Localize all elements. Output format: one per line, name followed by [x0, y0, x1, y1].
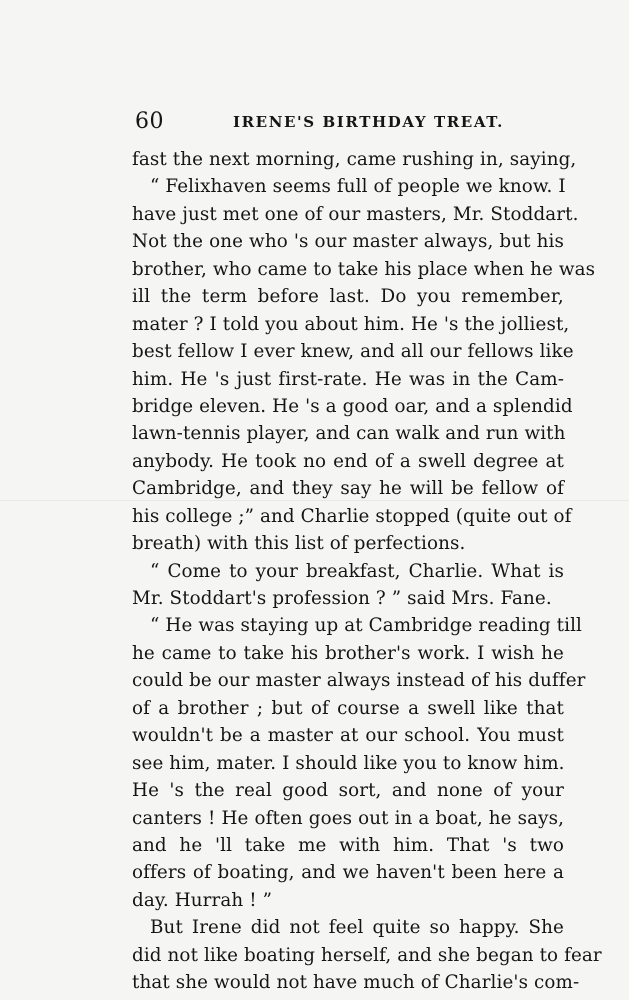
text-line: see him, mater. I should like you to know him.: [132, 752, 565, 774]
text-line: Not the one who 's our master always, but his: [132, 231, 564, 253]
text-line: could be our master always instead of his duffer: [132, 670, 586, 692]
text-line: wouldn't be a master at our school. You must: [132, 725, 564, 747]
text-line: of a brother ; but of course a swell like that: [132, 697, 564, 719]
text-line: day. Hurrah ! ”: [132, 889, 273, 911]
text-line: his college ;” and Charlie stopped (quite out of: [132, 505, 572, 527]
text-line: mater ? I told you about him. He 's the jolliest,: [132, 313, 570, 335]
running-head: [135, 108, 565, 140]
running-title: IRENE'S BIRTHDAY TREAT.: [233, 113, 504, 131]
text-line: “ Come to your breakfast, Charlie. What is: [150, 560, 564, 582]
text-line: that she would not have much of Charlie's com-: [132, 972, 580, 994]
page-number: 60: [135, 109, 164, 134]
text-line: brother, who came to take his place when he was: [132, 258, 596, 280]
text-line: bridge eleven. He 's a good oar, and a splendid: [132, 395, 573, 417]
text-line: “ He was staying up at Cambridge reading till: [150, 615, 583, 637]
text-line: anybody. He took no end of a swell degree at: [132, 450, 564, 472]
text-line: and he 'll take me with him. That 's two: [132, 834, 564, 856]
text-line: fast the next morning, came rushing in, saying,: [132, 149, 577, 170]
text-line: lawn-tennis player, and can walk and run with: [132, 423, 566, 445]
text-line: “ Felixhaven seems full of people we know. I: [150, 176, 566, 198]
text-line: He 's the real good sort, and none of your: [132, 780, 564, 802]
text-line: breath) with this list of perfections.: [132, 533, 466, 555]
text-line: have just met one of our masters, Mr. Stoddart.: [132, 203, 579, 225]
text-line: canters ! He often goes out in a boat, he says,: [132, 807, 564, 829]
body-text: [132, 146, 602, 997]
text-line: ill the term before last. Do you remember,: [132, 286, 564, 308]
text-line: best fellow I ever knew, and all our fellows like: [132, 341, 574, 363]
text-line: Cambridge, and they say he will be fellow of: [132, 478, 564, 500]
text-line: he came to take his brother's work. I wish he: [132, 642, 564, 664]
text-line: But Irene did not feel quite so happy. She: [150, 917, 564, 939]
text-line: him. He 's just first-rate. He was in the Cam-: [132, 368, 564, 390]
text-line: Mr. Stoddart's profession ? ” said Mrs. Fane.: [132, 588, 552, 609]
text-line: did not like boating herself, and she began to fear: [132, 944, 602, 966]
text-line: offers of boating, and we haven't been here a: [132, 862, 564, 884]
